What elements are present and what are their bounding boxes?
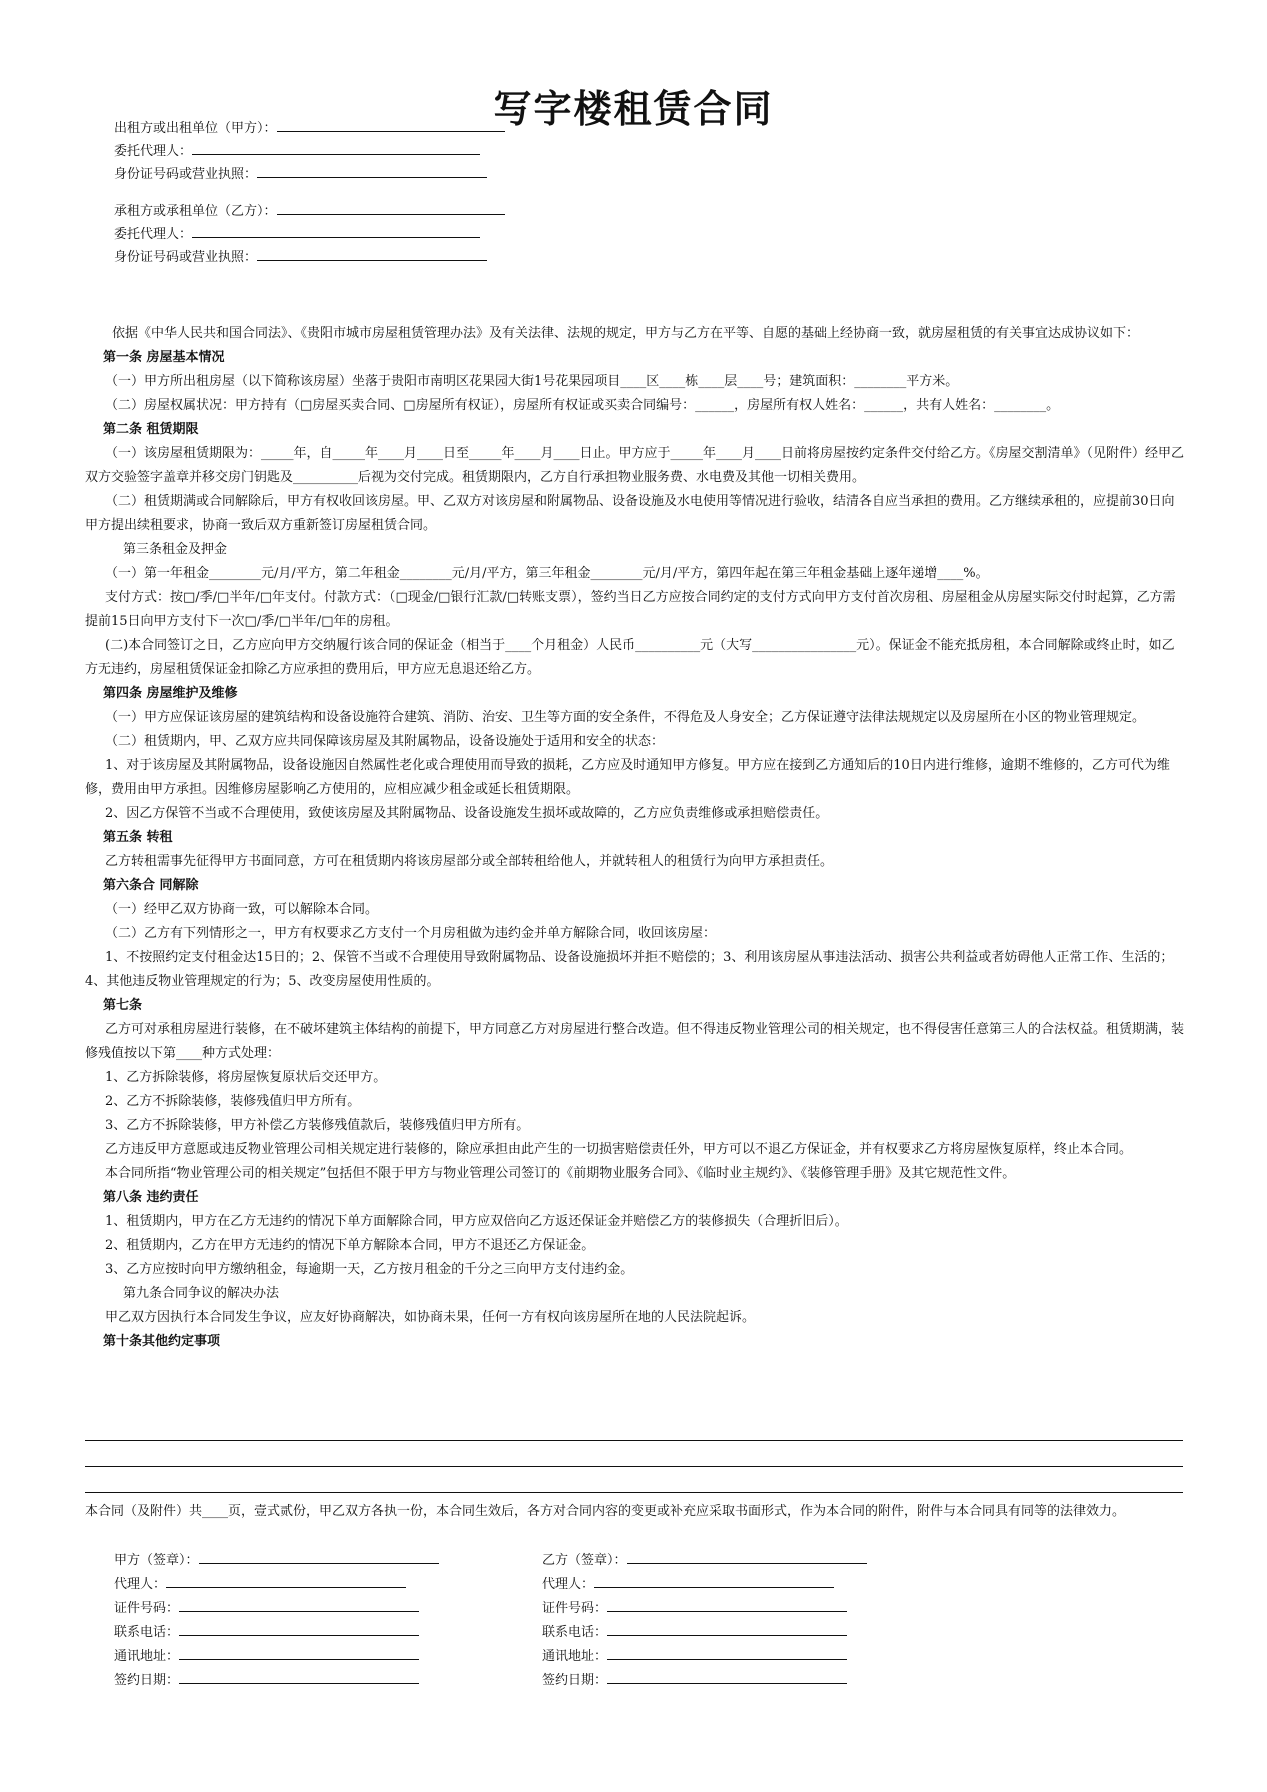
section-heading: 第二条 租赁期限: [103, 422, 199, 437]
clause-paragraph: (二)本合同签订之日，乙方应向甲方交纳履行该合同的保证金（相当于____个月租金）人民币__________元（大写________________元）。保证金不能充抵房租，本合同解除或终止时，如乙方无违约，房屋租赁保证金扣除乙方应承担的费用后，甲方应无息退还给乙方。: [85, 638, 1175, 677]
clause-paragraph: 3、乙方应按时向甲方缴纳租金，每逾期一天，乙方按月租金的千分之三向甲方支付违约金。: [105, 1262, 634, 1277]
signature-row: [542, 1645, 867, 1669]
other-terms-line[interactable]: [85, 1440, 1183, 1441]
party-a-date-label: 签约日期：: [114, 1673, 180, 1688]
party-a-date-field[interactable]: [179, 1669, 419, 1684]
clause-paragraph: （一）甲方应保证该房屋的建筑结构和设备设施符合建筑、消防、治安、卫生等方面的安全条件，不得危及人身安全；乙方保证遵守法律法规规定以及房屋所在小区的物业管理规定。: [105, 710, 1146, 725]
clause-paragraph: 乙方违反甲方意愿或违反物业管理公司相关规定进行装修的，除应承担由此产生的一切损害赔偿责任外，甲方可以不退乙方保证金，并有权要求乙方将房屋恢复原样，终止本合同。: [105, 1142, 1133, 1157]
party-b-address-field[interactable]: [607, 1645, 847, 1660]
other-terms-line[interactable]: [85, 1492, 1183, 1493]
signature-row: [114, 1669, 439, 1693]
document-title: 写字楼租赁合同: [493, 87, 774, 131]
party-b-id-label: 证件号码：: [542, 1601, 608, 1616]
clause-paragraph: （二）乙方有下列情形之一，甲方有权要求乙方支付一个月房租做为违约金并单方解除合同，收回该房屋：: [105, 926, 717, 941]
signature-row: [114, 1645, 439, 1669]
section-heading: 第五条 转租: [103, 830, 173, 845]
signature-row: [114, 1597, 439, 1621]
party-a-signature-block: [114, 1549, 439, 1693]
clause-paragraph: 1、租赁期内，甲方在乙方无违约的情况下单方面解除合同，甲方应双倍向乙方返还保证金并赔偿乙方的装修损失（合理折旧后）。: [105, 1214, 848, 1229]
signature-row: [114, 1573, 439, 1597]
clause-paragraph: 2、乙方不拆除装修，装修残值归甲方所有。: [105, 1094, 361, 1109]
lessee-block: [114, 200, 505, 269]
clause-paragraph: （一）甲方所出租房屋（以下简称该房屋）坐落于贵阳市南明区花果园大街1号花果园项目____区____栋____层____号；建筑面积：________平方米。: [105, 374, 959, 389]
lessor-name-field[interactable]: [277, 117, 505, 132]
party-a-address-label: 通讯地址：: [114, 1649, 180, 1664]
lessee-row: [114, 223, 505, 246]
clause-paragraph: 乙方可对承租房屋进行装修，在不破坏建筑主体结构的前提下，甲方同意乙方对房屋进行整合改造。但不得违反物业管理公司的相关规定，也不得侵害任意第三人的合法权益。租赁期满，装修残值按以下第____种方式处理：: [85, 1022, 1185, 1061]
signature-row: [114, 1621, 439, 1645]
party-b-signature-block: [542, 1549, 867, 1693]
lessee-id-label: 身份证号码或营业执照：: [114, 250, 258, 265]
lessee-name-label: 承租方或承租单位（乙方）：: [114, 204, 277, 219]
clause-paragraph: （一）第一年租金________元/月/平方，第二年租金________元/月/平方，第三年租金________元/月/平方，第四年起在第三年租金基础上逐年递增____%。: [105, 566, 989, 581]
section-heading: 第八条 违约责任: [103, 1190, 199, 1205]
section-heading: 第七条: [103, 998, 143, 1013]
contract-body: [85, 322, 1185, 1354]
clause-paragraph: （一）经甲乙双方协商一致，可以解除本合同。: [105, 902, 379, 917]
party-b-id-field[interactable]: [607, 1597, 847, 1612]
lessee-name-field[interactable]: [277, 200, 505, 215]
section-heading: 第一条 房屋基本情况: [103, 350, 225, 365]
party-b-seal-label: 乙方（签章）：: [542, 1553, 627, 1568]
clause-paragraph: 1、乙方拆除装修，将房屋恢复原状后交还甲方。: [105, 1070, 387, 1085]
clause-paragraph: 2、租赁期内，乙方在甲方无违约的情况下单方解除本合同，甲方不退还乙方保证金。: [105, 1238, 595, 1253]
clause-paragraph: （一）该房屋租赁期限为：_____年，自_____年____月____日至_____年____月____日止。甲方应于_____年____月____日前将房屋按约定条件交付给乙方。《房屋交割清单》（见附件）经甲乙双方交验签字盖章并移交房门钥匙及__________后视为交付完成。租赁期限内，乙方自行承担物业服务费、水电费及其他一切相关费用。: [85, 446, 1185, 485]
section-heading: 第十条其他约定事项: [103, 1334, 221, 1349]
clause-paragraph: 支付方式：按□/季/□半年/□年支付。付款方式：（□现金/□银行汇款/□转账支票），签约当日乙方应按合同约定的支付方式向甲方支付首次房租、房屋租金从房屋实际交付时起算，乙方需提前15日向甲方支付下一次□/季/□半年/□年的房租。: [85, 590, 1176, 629]
closing-clause: 本合同（及附件）共____页，壹式贰份，甲乙双方各执一份，本合同生效后，各方对合同内容的变更或补充应采取书面形式，作为本合同的附件，附件与本合同具有同等的法律效力。: [85, 1504, 1126, 1519]
clause-paragraph: 甲乙双方因执行本合同发生争议，应友好协商解决，如协商未果，任何一方有权向该房屋所在地的人民法院起诉。: [105, 1310, 756, 1325]
clause-paragraph: （二）租赁期满或合同解除后，甲方有权收回该房屋。甲、乙双方对该房屋和附属物品、设备设施及水电使用等情况进行验收，结清各自应当承担的费用。乙方继续承租的，应提前30日向甲方提出续租要求，协商一致后双方重新签订房屋租赁合同。: [85, 494, 1175, 533]
section-heading: 第四条 房屋维护及维修: [103, 686, 238, 701]
party-a-seal-label: 甲方（签章）：: [114, 1553, 199, 1568]
lessor-row: [114, 117, 505, 140]
lessor-id-field[interactable]: [257, 163, 487, 178]
party-a-phone-field[interactable]: [179, 1621, 419, 1636]
lessor-id-label: 身份证号码或营业执照：: [114, 167, 258, 182]
other-terms-line[interactable]: [85, 1466, 1183, 1467]
party-b-agent-field[interactable]: [594, 1573, 834, 1588]
party-b-date-label: 签约日期：: [542, 1673, 608, 1688]
party-a-phone-label: 联系电话：: [114, 1625, 180, 1640]
party-a-address-field[interactable]: [179, 1645, 419, 1660]
party-a-id-label: 证件号码：: [114, 1601, 180, 1616]
section-heading: 第六条合 同解除: [103, 878, 199, 893]
party-a-seal-field[interactable]: [199, 1549, 439, 1564]
lessee-row: [114, 246, 505, 269]
lessee-agent-label: 委托代理人：: [114, 227, 193, 242]
lessor-name-label: 出租方或出租单位（甲方）：: [114, 121, 277, 136]
party-b-agent-label: 代理人：: [542, 1577, 595, 1592]
clause-paragraph: 依据《中华人民共和国合同法》、《贵阳市城市房屋租赁管理办法》及有关法律、法规的规定，甲方与乙方在平等、自愿的基础上经协商一致，就房屋租赁的有关事宜达成协议如下：: [112, 326, 1140, 341]
party-b-phone-label: 联系电话：: [542, 1625, 608, 1640]
lessee-agent-field[interactable]: [192, 223, 480, 238]
signature-row: [542, 1549, 867, 1573]
signature-row: [114, 1549, 439, 1573]
party-b-address-label: 通讯地址：: [542, 1649, 608, 1664]
party-a-agent-label: 代理人：: [114, 1577, 167, 1592]
signature-row: [542, 1597, 867, 1621]
clause-paragraph: 本合同所指“物业管理公司的相关规定”包括但不限于甲方与物业管理公司签订的《前期物业服务合同》、《临时业主规约》、《装修管理手册》及其它规范性文件。: [105, 1166, 1016, 1181]
lessee-row: [114, 200, 505, 223]
clause-paragraph: 2、因乙方保管不当或不合理使用，致使该房屋及其附属物品、设备设施发生损坏或故障的，乙方应负责维修或承担赔偿责任。: [105, 806, 829, 821]
party-a-id-field[interactable]: [179, 1597, 419, 1612]
clause-paragraph: （二）租赁期内，甲、乙双方应共同保障该房屋及其附属物品，设备设施处于适用和安全的状态：: [105, 734, 665, 749]
lessor-agent-label: 委托代理人：: [114, 144, 193, 159]
party-b-phone-field[interactable]: [607, 1621, 847, 1636]
signature-row: [542, 1669, 867, 1693]
clause-paragraph: 第九条合同争议的解决办法: [123, 1286, 280, 1301]
clause-paragraph: 3、乙方不拆除装修，甲方补偿乙方装修残值款后，装修残值归甲方所有。: [105, 1118, 530, 1133]
party-b-date-field[interactable]: [607, 1669, 847, 1684]
lessee-id-field[interactable]: [257, 246, 487, 261]
clause-paragraph: 乙方转租需事先征得甲方书面同意，方可在租赁期内将该房屋部分或全部转租给他人，并就转租人的租赁行为向甲方承担责任。: [105, 854, 834, 869]
clause-paragraph: （二）房屋权属状况：甲方持有（□房屋买卖合同、□房屋所有权证），房屋所有权证或买卖合同编号：______，房屋所有权人姓名：______，共有人姓名：________。: [105, 398, 1060, 413]
party-a-agent-field[interactable]: [166, 1573, 406, 1588]
clause-paragraph: 1、对于该房屋及其附属物品，设备设施因自然属性老化或合理使用而导致的损耗，乙方应及时通知甲方修复。甲方应在接到乙方通知后的10日内进行维修，逾期不维修的，乙方可代为维修，费用由甲方承担。因维修房屋影响乙方使用的，应相应减少租金或延长租赁期限。: [85, 758, 1170, 797]
lessor-block: [114, 117, 505, 186]
party-b-seal-field[interactable]: [627, 1549, 867, 1564]
lessor-row: [114, 140, 505, 163]
signature-row: [542, 1573, 867, 1597]
signature-row: [542, 1621, 867, 1645]
clause-paragraph: 1、不按照约定支付租金达15日的；2、保管不当或不合理使用导致附属物品、设备设施损坏并拒不赔偿的；3、利用该房屋从事违法活动、损害公共利益或者妨碍他人正常工作、生活的；4、其他违反物业管理规定的行为；5、改变房屋使用性质的。: [85, 950, 1174, 989]
clause-paragraph: 第三条租金及押金: [123, 542, 228, 557]
lessor-agent-field[interactable]: [192, 140, 480, 155]
lessor-row: [114, 163, 505, 186]
